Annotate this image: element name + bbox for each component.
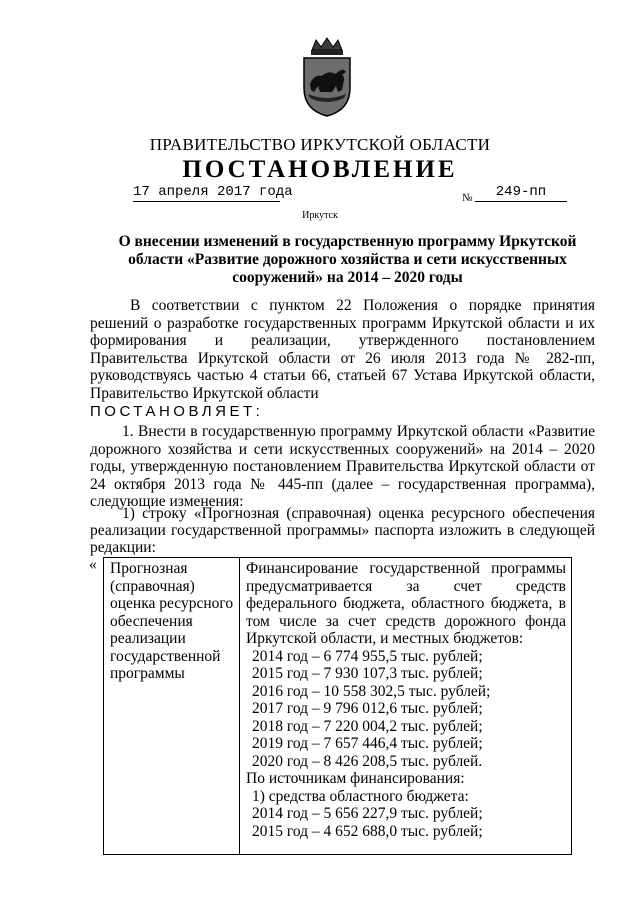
document-type-title: ПОСТАНОВЛЕНИЕ — [182, 156, 458, 183]
year-amount: 2019 год – 7 657 446,4 тыс. рублей; — [252, 735, 483, 752]
year-amount: 2016 год – 10 558 302,5 тыс. рублей; — [252, 682, 491, 700]
document-heading: О внесении изменений в государственную программу Иркутской области «Развитие дорожного хозяйства и сети искусственных сооружений» на 2014 – 2020 годы — [118, 233, 577, 286]
row-label-line: (справочная) — [110, 577, 195, 595]
sources-label: По источникам финансирования: — [246, 770, 465, 787]
regional-year-amount: 2014 год – 5 656 227,9 тыс. рублей; — [252, 805, 483, 822]
row-label-line: государственной — [110, 647, 221, 665]
passport-table — [103, 557, 572, 855]
row-label-cell — [104, 558, 240, 855]
year-amount: 2014 год – 6 774 955,5 тыс. рублей; — [252, 647, 483, 665]
resolution-word: ПОСТАНОВЛЯЕТ: — [90, 403, 264, 420]
year-amount: 2020 год – 8 426 208,5 тыс. рублей. — [252, 752, 483, 770]
coat-of-arms-icon — [298, 36, 356, 118]
year-amount: 2017 год – 9 796 012,6 тыс. рублей; — [252, 700, 483, 717]
item-1-paragraph: 1. Внести в государственную программу Иркутской области «Развитие дорожного хозяйства и сети искусственных сооружений» на 2014 – 2020 годы, утвержденную постановлением Правительства Иркутской области от 24 октября 2013 года № 445-пп (далее – государственная программа), следующие изменения: — [90, 423, 595, 510]
preamble-paragraph: В соответствии с пунктом 22 Положения о порядке принятия решений о разработке государственных программ Иркутской области и их формирования и реализации, утвержденного постановлением Правительства Иркутской области от 26 июля 2013 года № 282-пп, руководствуясь частью 4 статьи 66, статьей 67 Устава Иркутской области, Правительство Иркутской области — [90, 297, 595, 402]
regional-budget-label: 1) средства областного бюджета: — [252, 787, 469, 805]
financing-cell — [240, 558, 572, 855]
year-amount: 2018 год – 7 220 004,2 тыс. рублей; — [252, 717, 483, 735]
city-label: Иркутск — [302, 210, 338, 221]
year-amount: 2015 год – 7 930 107,3 тыс. рублей; — [252, 665, 483, 682]
item-1-1-paragraph: 1) строку «Прогнозная (справочная) оценка ресурсного обеспечения реализации государственной программы» паспорта изложить в следующей редакции: — [90, 505, 595, 556]
opening-quote: « — [89, 556, 97, 573]
row-label-line: обеспечения — [110, 612, 193, 630]
row-label-line: программы — [110, 665, 185, 682]
document-date: 17 апреля 2017 года — [133, 184, 293, 200]
table-row — [104, 558, 572, 855]
row-label-line: Прогнозная — [110, 560, 188, 577]
government-title: ПРАВИТЕЛЬСТВО ИРКУТСКОЙ ОБЛАСТИ — [149, 135, 491, 154]
row-label-line: оценка ресурсного — [110, 595, 234, 612]
row-label-line: реализации — [110, 630, 186, 647]
financing-intro: Финансирование государственной программы предусматривается за счет средств федерального бюджета, областного бюджета, в том числе за счет средств дорожного фонда Иркутской области, и местных бюджетов: — [246, 560, 566, 647]
regional-year-amount: 2015 год – 4 652 688,0 тыс. рублей; — [252, 822, 483, 840]
number-sign: № — [462, 192, 473, 204]
document-number: 249-пп — [475, 184, 567, 202]
